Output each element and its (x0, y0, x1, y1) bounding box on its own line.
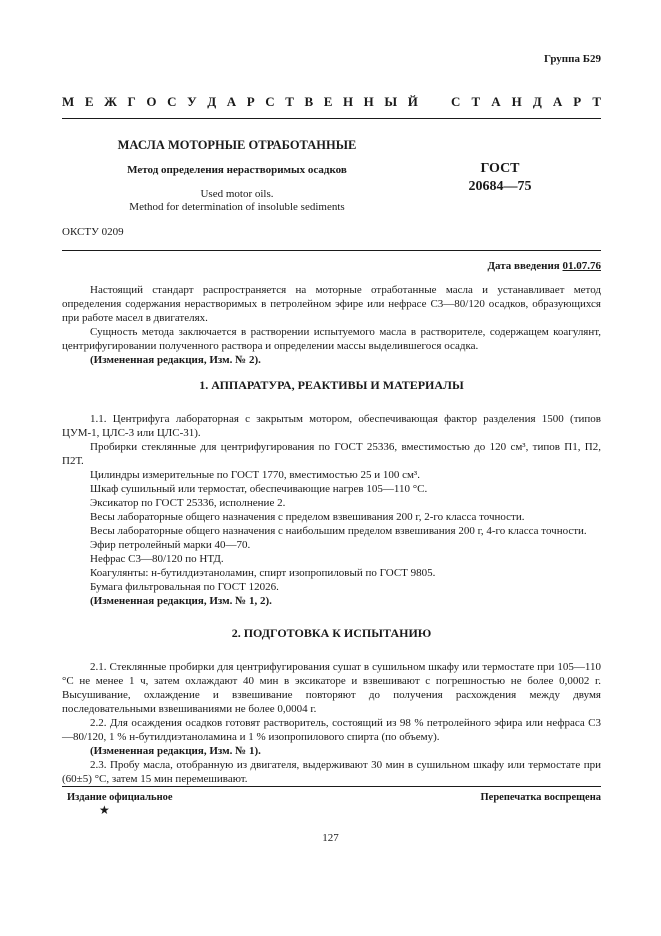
paragraph: (Измененная редакция, Изм. № 1). (90, 745, 261, 757)
banner-letter: Н (363, 94, 374, 109)
gost-designation (460, 160, 540, 196)
english-title-line-2: Method for determination of insoluble sediments (129, 201, 345, 213)
paragraph: Весы лабораторные общего назначения с наибольшим пределом взвешивания 200 г, 4-го класса точности. (90, 525, 587, 537)
banner-letter: Д (532, 94, 542, 109)
banner-word-standard (451, 94, 601, 112)
banner-letter: Н (342, 94, 354, 109)
paragraph: Настоящий стандарт распространяется на моторные отработанные масла и устанавливает метод определения содержания нерастворимых в петролейном эфире или нефрасе С3—80/120 осадков, образующихся при работе масел в двигателях. (62, 284, 601, 324)
banner-letter: Ж (104, 94, 117, 109)
gost-number: 20684—75 (468, 179, 532, 194)
banner-letter: Р (573, 94, 582, 109)
banner-letter: Т (592, 94, 601, 109)
english-title (62, 188, 412, 214)
section-1-text (62, 412, 601, 608)
banner-letter: Г (127, 94, 136, 109)
banner-letter: Ы (384, 94, 398, 109)
footer-rule (62, 786, 601, 787)
banner-letter: С (167, 94, 177, 109)
paragraph: Пробирки стеклянные для центрифугирования по ГОСТ 25336, вместимостью до 120 см³, типов П1, П2, П2Т. (62, 441, 601, 467)
paragraph: Сущность метода заключается в растворении испытуемого масла в растворителе, содержащем коагулянт, центрифугировании полученного раствора и определении массы выделившегося осадка. (62, 326, 601, 352)
page-number: 127 (322, 832, 339, 844)
paragraph: Бумага фильтровальная по ГОСТ 12026. (90, 581, 279, 593)
paragraph: (Измененная редакция, Изм. № 1, 2). (90, 595, 272, 607)
banner-letter: Т (471, 94, 481, 109)
section-2-heading: 2. ПОДГОТОВКА К ИСПЫТАНИЮ (231, 626, 432, 640)
paragraph: (Измененная редакция, Изм. № 2). (90, 354, 261, 366)
banner-letter: А (491, 94, 501, 109)
paragraph: Цилиндры измерительные по ГОСТ 1770, вместимостью 25 и 100 см³. (90, 469, 420, 481)
banner-letter: Д (207, 94, 217, 109)
banner-rule (62, 118, 601, 119)
english-title-line-1: Used motor oils. (200, 188, 274, 200)
banner-word-interstate (62, 94, 418, 112)
document-title: МАСЛА МОТОРНЫЕ ОТРАБОТАННЫЕ (117, 138, 357, 152)
banner-letter: С (265, 94, 275, 109)
oksty-code: ОКСТУ 0209 (62, 226, 124, 238)
group-label: Группа Б29 (544, 53, 601, 65)
paragraph: Эфир петролейный марки 40—70. (90, 539, 251, 551)
gost-label: ГОСТ (480, 161, 520, 176)
reprint-prohibited-label: Перепечатка воспрещена (480, 792, 601, 803)
banner-letter: В (304, 94, 314, 109)
date-value: 01.07.76 (562, 260, 601, 272)
paragraph: Шкаф сушильный или термостат, обеспечивающие нагрев 105—110 °С. (90, 483, 428, 495)
paragraph: Эксикатор по ГОСТ 25336, исполнение 2. (90, 497, 286, 509)
paragraph: Весы лабораторные общего назначения с пределом взвешивания 200 г, 2-го класса точности. (90, 511, 525, 523)
banner-letter: Т (285, 94, 294, 109)
paragraph: Коагулянты: н-бутилдиэтаноламин, спирт изопропиловый по ГОСТ 9805. (90, 567, 436, 579)
paragraph: 2.3. Пробу масла, отобранную из двигателя, выдерживают 30 мин в сушильном шкафу или термостате при (60±5) °С, затем 15 мин перемешивают. (62, 759, 601, 785)
section-1-heading: 1. АППАРАТУРА, РЕАКТИВЫ И МАТЕРИАЛЫ (199, 378, 464, 392)
standard-banner (62, 94, 601, 112)
banner-letter: У (187, 94, 197, 109)
introduction-date (487, 260, 601, 272)
banner-letter: М (62, 94, 75, 109)
header-rule (62, 250, 601, 251)
banner-letter: А (226, 94, 237, 109)
banner-letter: Е (323, 94, 333, 109)
banner-letter: Е (84, 94, 94, 109)
banner-letter: А (552, 94, 563, 109)
intro-text (62, 283, 601, 367)
paragraph: 2.2. Для осаждения осадков готовят растворитель, состоящий из 98 % петролейного эфира или нефраса С3—80/120, 1 % н-бутилдиэтаноламина и 1 % изопропилового спирта (по объему). (62, 717, 601, 743)
paragraph: Нефрас С3—80/120 по НТД. (90, 553, 224, 565)
official-edition-label: Издание официальное (67, 792, 173, 803)
date-label: Дата введения (487, 260, 560, 272)
banner-letter: Н (511, 94, 522, 109)
paragraph: 2.1. Стеклянные пробирки для центрифугирования сушат в сушильном шкафу или термостате при 105—110 °С не менее 1 ч, затем охлаждают 40 мин в эксикаторе и взвешивают с погрешностью не более 0,0002 г. Высушивание, охлаждение и взвешивание повторяют до получения расхождения между двумя последовательными взвешиваниями не более 0,0004 г. (62, 661, 601, 715)
document-subtitle: Метод определения нерастворимых осадков (127, 164, 347, 176)
section-2-text (62, 660, 601, 786)
banner-letter: О (146, 94, 157, 109)
banner-letter: Р (246, 94, 255, 109)
paragraph: 1.1. Центрифуга лабораторная с закрытым мотором, обеспечивающая фактор разделения 1500 (типов ЦУМ-1, ЦЛС-3 или ЦЛС-31). (62, 413, 601, 439)
banner-letter: Й (407, 94, 418, 109)
banner-letter: С (451, 94, 461, 109)
star-icon: ★ (99, 803, 110, 817)
